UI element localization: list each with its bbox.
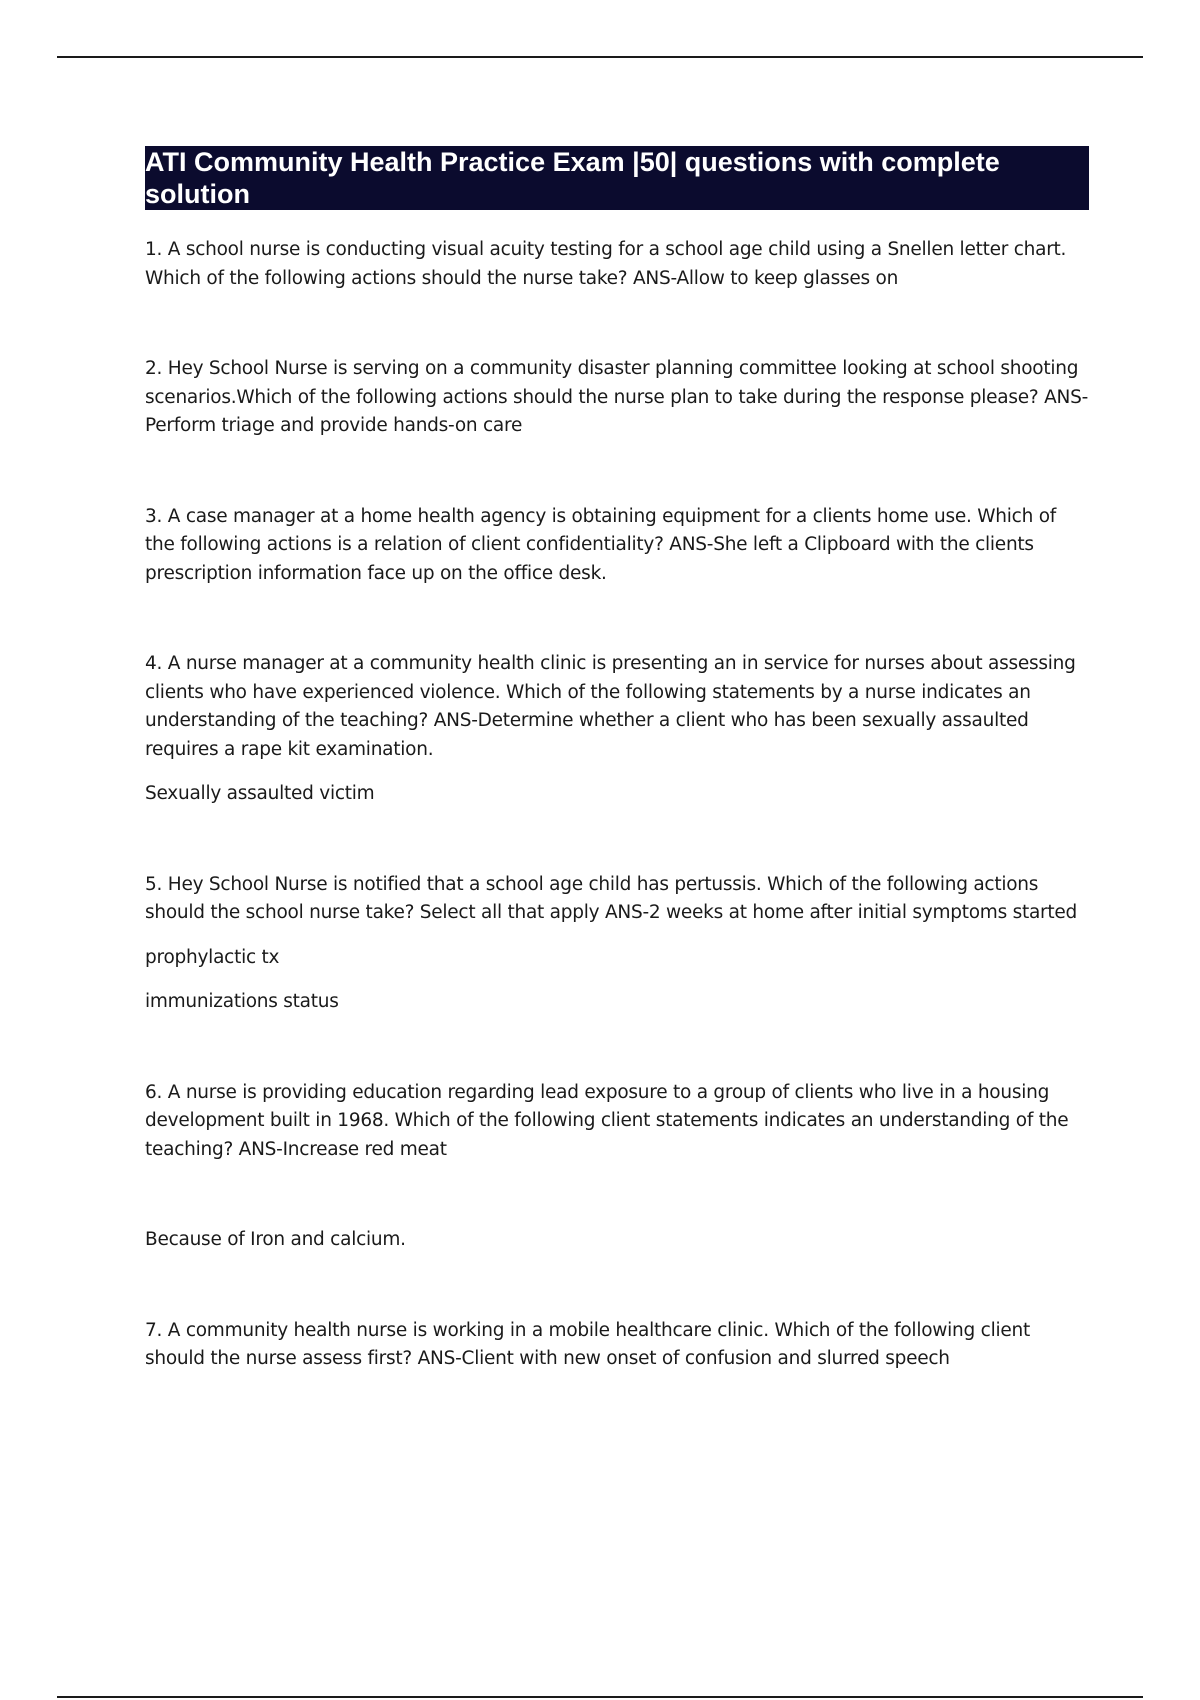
question-5 [145,871,1089,1017]
question-text: 2. Hey School Nurse is serving on a community disaster planning committee looking at school shooting scenarios.Which of the following actions should the nurse plan to take during the response please? ANS-Perform triage and provide hands-on care [145,358,1088,436]
document-title: ATI Community Health Practice Exam |50| questions with complete solution [145,146,1089,210]
header-rule [57,56,1143,58]
question-6 [145,1079,1089,1255]
question-3 [145,503,1089,589]
question-2 [145,355,1089,441]
answer-note: prophylactic tx [145,946,280,968]
question-1 [145,236,1089,293]
answer-note: immunizations status [145,991,339,1012]
question-7 [145,1317,1089,1374]
question-text: 1. A school nurse is conducting visual acuity testing for a school age child using a Snellen letter chart. Which of the following actions should the nurse take? ANS-Allow to keep glasses on [145,239,1067,289]
answer-note: Because of Iron and calcium. [145,1229,406,1250]
footer-rule [57,1696,1143,1698]
question-text: 7. A community health nurse is working in a mobile healthcare clinic. Which of the following client should the nurse assess first? ANS-Client with new onset of confusion and slurred speech [145,1319,1030,1369]
question-list [145,236,1089,1374]
answer-note: Sexually assaulted victim [145,783,375,804]
question-text: 6. A nurse is providing education regarding lead exposure to a group of clients who live in a housing development built in 1968. Which of the following client statements indicates an understanding of the teaching? ANS-Increase red meat [145,1081,1069,1160]
question-text: 4. A nurse manager at a community health clinic is presenting an in service for nurses about assessing clients who have experienced violence. Which of the following statements by a nurse indicates an understanding of the teaching? ANS-Determine whether a client who has been sexually assaulted requires a rape kit examination. [145,653,1076,760]
document-body [145,146,1089,1374]
question-text: 3. A case manager at a home health agency is obtaining equipment for a clients home use. Which of the following actions is a relation of client confidentiality? ANS-She left a Clipboard with the clients prescription information face up on the office desk. [145,505,1057,584]
question-4 [145,650,1089,809]
question-text: 5. Hey School Nurse is notified that a school age child has pertussis. Which of the following actions should the school nurse take? Select all that apply ANS-2 weeks at home after initial symptoms started [145,873,1078,923]
